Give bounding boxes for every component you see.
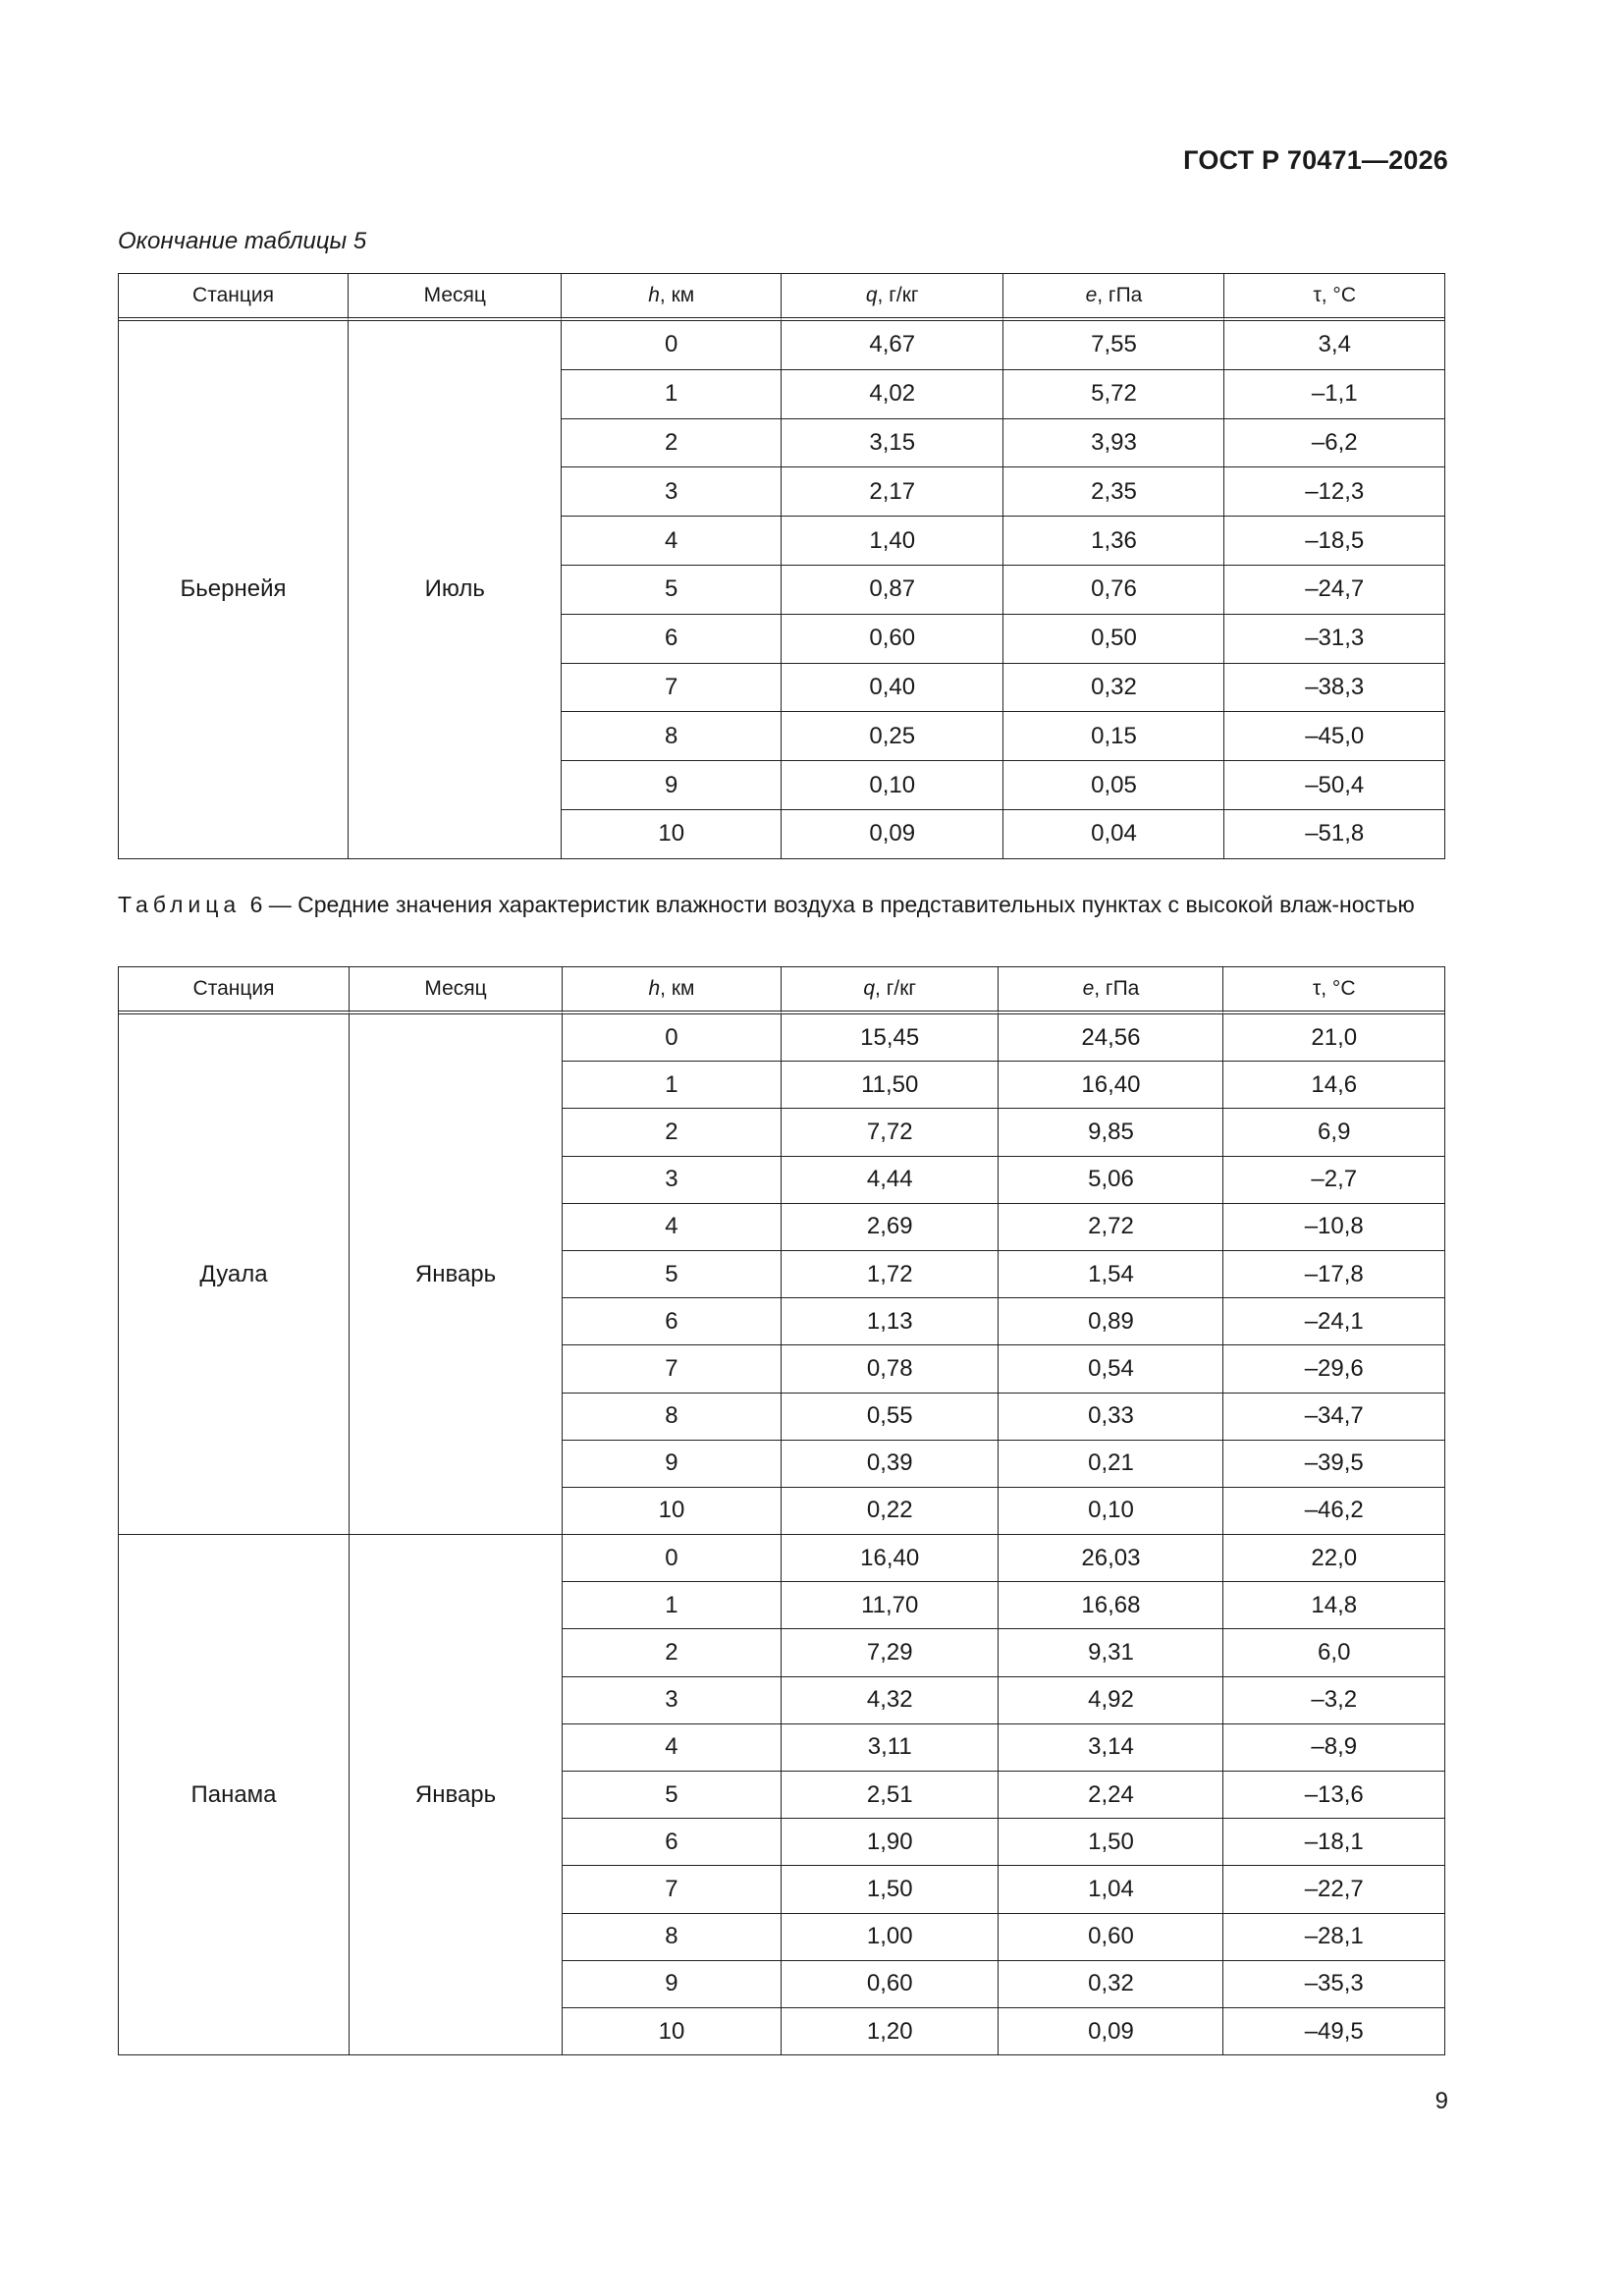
- vapor-pressure-cell: 0,09: [999, 2008, 1223, 2054]
- altitude-cell: 7: [562, 664, 781, 713]
- table-header-row: [119, 274, 1444, 321]
- altitude-cell: 6: [562, 615, 781, 664]
- vapor-pressure-cell: 9,31: [999, 1629, 1223, 1676]
- specific-humidity-cell: 4,02: [782, 370, 1004, 419]
- station-cell: Панама: [119, 1535, 350, 2054]
- specific-humidity-cell: 0,60: [782, 615, 1004, 664]
- vapor-pressure-cell: 0,15: [1003, 712, 1224, 761]
- altitude-cell: 7: [563, 1345, 782, 1393]
- altitude-cell: 8: [563, 1914, 782, 1961]
- column-header: [119, 274, 349, 321]
- table6-caption-label: Таблица: [118, 892, 242, 917]
- vapor-pressure-cell: 0,04: [1003, 810, 1224, 858]
- dew-point-cell: –3,2: [1223, 1677, 1444, 1724]
- vapor-pressure-cell: 9,85: [999, 1109, 1223, 1156]
- altitude-cell: 4: [563, 1204, 782, 1251]
- column-label: τ, °C: [1313, 284, 1356, 306]
- specific-humidity-cell: 1,72: [782, 1251, 999, 1298]
- column-variable: q: [863, 977, 876, 1000]
- column-label: , г/кг: [875, 977, 917, 1000]
- dew-point-cell: –6,2: [1224, 419, 1444, 468]
- column-label: , гПа: [1094, 977, 1140, 1000]
- specific-humidity-cell: 11,50: [782, 1062, 999, 1109]
- specific-humidity-cell: 11,70: [782, 1582, 999, 1629]
- vapor-pressure-cell: 0,89: [999, 1298, 1223, 1345]
- vapor-pressure-cell: 2,35: [1003, 467, 1224, 517]
- specific-humidity-cell: 0,78: [782, 1345, 999, 1393]
- specific-humidity-cell: 1,90: [782, 1819, 999, 1866]
- column-variable: e: [1082, 977, 1095, 1000]
- vapor-pressure-cell: 0,32: [1003, 664, 1224, 713]
- column-header: [350, 967, 563, 1014]
- column-header: [119, 967, 350, 1014]
- vapor-pressure-cell: 3,93: [1003, 419, 1224, 468]
- specific-humidity-cell: 4,67: [782, 321, 1004, 370]
- dew-point-cell: –31,3: [1224, 615, 1444, 664]
- dew-point-cell: –10,8: [1223, 1204, 1444, 1251]
- vapor-pressure-cell: 0,76: [1003, 566, 1224, 615]
- specific-humidity-cell: 16,40: [782, 1535, 999, 1582]
- dew-point-cell: –29,6: [1223, 1345, 1444, 1393]
- vapor-pressure-cell: 3,14: [999, 1724, 1223, 1772]
- specific-humidity-cell: 4,44: [782, 1157, 999, 1204]
- dew-point-cell: –17,8: [1223, 1251, 1444, 1298]
- specific-humidity-cell: 1,20: [782, 2008, 999, 2054]
- specific-humidity-cell: 0,40: [782, 664, 1004, 713]
- dew-point-cell: –49,5: [1304, 2017, 1364, 2045]
- altitude-cell: 8: [562, 712, 781, 761]
- dew-point-cell: 6,0: [1223, 1629, 1444, 1676]
- dew-point-cell: 14,6: [1223, 1062, 1444, 1109]
- column-variable: q: [865, 284, 878, 306]
- table6-caption: [118, 891, 1445, 919]
- altitude-cell: 10: [563, 1488, 782, 1535]
- vapor-pressure-cell: 2,24: [999, 1772, 1223, 1819]
- dew-point-cell: 3,4: [1224, 321, 1444, 370]
- specific-humidity-cell: 1,50: [782, 1866, 999, 1913]
- altitude-cell: 10: [563, 2008, 782, 2054]
- specific-humidity-cell: 2,17: [782, 467, 1004, 517]
- dew-point-cell: –18,5: [1224, 517, 1444, 566]
- dew-point-cell: –51,8: [1305, 820, 1365, 847]
- column-header: [782, 274, 1004, 321]
- station-cell: Дуала: [119, 1014, 350, 1535]
- specific-humidity-cell: 0,87: [782, 566, 1004, 615]
- dew-point-cell: –28,1: [1223, 1914, 1444, 1961]
- dew-point-cell: 14,8: [1223, 1582, 1444, 1629]
- specific-humidity-cell: 7,72: [782, 1109, 999, 1156]
- column-label: τ, °C: [1312, 977, 1356, 1000]
- vapor-pressure-cell: 0,54: [999, 1345, 1223, 1393]
- column-label: , км: [659, 284, 695, 306]
- vapor-pressure-cell: 7,55: [1003, 321, 1224, 370]
- specific-humidity-cell: 4,32: [782, 1677, 999, 1724]
- altitude-cell: 5: [563, 1772, 782, 1819]
- altitude-cell: 2: [562, 419, 781, 468]
- altitude-cell: 1: [562, 370, 781, 419]
- column-header: [562, 274, 781, 321]
- vapor-pressure-cell: 0,10: [999, 1488, 1223, 1535]
- specific-humidity-cell: 1,40: [782, 517, 1004, 566]
- dew-point-cell: –34,7: [1223, 1394, 1444, 1441]
- vapor-pressure-cell: 0,33: [999, 1394, 1223, 1441]
- vapor-pressure-cell: 26,03: [999, 1535, 1223, 1582]
- column-label: Месяц: [424, 977, 487, 1000]
- vapor-pressure-cell: 5,72: [1003, 370, 1224, 419]
- dew-point-cell: –38,3: [1224, 664, 1444, 713]
- column-label: Станция: [192, 284, 274, 306]
- column-header: [782, 967, 999, 1014]
- altitude-cell: 9: [563, 1961, 782, 2008]
- column-label: , гПа: [1097, 284, 1143, 306]
- altitude-cell: 5: [562, 566, 781, 615]
- table6-caption-text: 6 — Средние значения характеристик влажности воздуха в представительных пунктах с высокой влаж-ностью: [249, 892, 1415, 917]
- specific-humidity-cell: 0,25: [782, 712, 1004, 761]
- specific-humidity-cell: 0,22: [782, 1488, 999, 1535]
- specific-humidity-cell: 0,55: [782, 1394, 999, 1441]
- vapor-pressure-cell: 24,56: [999, 1014, 1223, 1062]
- dew-point-cell: –1,1: [1224, 370, 1444, 419]
- column-header: [349, 274, 562, 321]
- column-variable: h: [648, 977, 661, 1000]
- altitude-cell: 3: [562, 467, 781, 517]
- column-header: [999, 967, 1223, 1014]
- altitude-cell: 4: [562, 517, 781, 566]
- column-variable: e: [1085, 284, 1098, 306]
- altitude-cell: 0: [563, 1014, 782, 1062]
- altitude-cell: 2: [563, 1629, 782, 1676]
- specific-humidity-cell: 0,09: [782, 810, 1004, 858]
- table-row: [119, 1014, 1444, 1062]
- specific-humidity-cell: 3,11: [782, 1724, 999, 1772]
- vapor-pressure-cell: 1,54: [999, 1251, 1223, 1298]
- dew-point-cell: –22,7: [1223, 1866, 1444, 1913]
- specific-humidity-cell: 15,45: [782, 1014, 999, 1062]
- altitude-cell: 0: [562, 321, 781, 370]
- altitude-cell: 7: [563, 1866, 782, 1913]
- dew-point-cell: 22,0: [1223, 1535, 1444, 1582]
- vapor-pressure-cell: 0,60: [999, 1914, 1223, 1961]
- column-label: , км: [660, 977, 695, 1000]
- dew-point-cell: –13,6: [1223, 1772, 1444, 1819]
- altitude-cell: 8: [563, 1394, 782, 1441]
- vapor-pressure-cell: 0,32: [999, 1961, 1223, 2008]
- altitude-cell: 9: [562, 761, 781, 810]
- specific-humidity-cell: 0,39: [782, 1441, 999, 1488]
- column-variable: h: [648, 284, 660, 306]
- altitude-cell: 6: [563, 1819, 782, 1866]
- altitude-cell: 3: [563, 1677, 782, 1724]
- specific-humidity-cell: 7,29: [782, 1629, 999, 1676]
- altitude-cell: 2: [563, 1109, 782, 1156]
- column-label: Месяц: [423, 284, 486, 306]
- dew-point-cell: –50,4: [1224, 761, 1444, 810]
- page-number: 9: [1434, 2088, 1448, 2114]
- specific-humidity-cell: 1,00: [782, 1914, 999, 1961]
- month-cell: Январь: [350, 1535, 563, 2054]
- dew-point-cell: –18,1: [1223, 1819, 1444, 1866]
- vapor-pressure-cell: 1,36: [1003, 517, 1224, 566]
- table-row: [119, 1535, 1444, 1582]
- dew-point-cell: –39,5: [1223, 1441, 1444, 1488]
- vapor-pressure-cell: 4,92: [999, 1677, 1223, 1724]
- altitude-cell: 5: [563, 1251, 782, 1298]
- month-cell: Июль: [349, 321, 562, 858]
- dew-point-cell: –46,2: [1223, 1488, 1444, 1535]
- altitude-cell: 3: [563, 1157, 782, 1204]
- specific-humidity-cell: 2,51: [782, 1772, 999, 1819]
- altitude-cell: 10: [562, 810, 781, 858]
- dew-point-cell: –24,1: [1223, 1298, 1444, 1345]
- vapor-pressure-cell: 0,50: [1003, 615, 1224, 664]
- column-label: , г/кг: [877, 284, 919, 306]
- vapor-pressure-cell: 5,06: [999, 1157, 1223, 1204]
- specific-humidity-cell: 1,13: [782, 1298, 999, 1345]
- column-label: Станция: [192, 977, 275, 1000]
- dew-point-cell: –35,3: [1223, 1961, 1444, 2008]
- specific-humidity-cell: 2,69: [782, 1204, 999, 1251]
- table5-continuation-title: Окончание таблицы 5: [118, 228, 367, 254]
- altitude-cell: 6: [563, 1298, 782, 1345]
- vapor-pressure-cell: 2,72: [999, 1204, 1223, 1251]
- month-cell: Январь: [350, 1014, 563, 1535]
- altitude-cell: 1: [563, 1062, 782, 1109]
- vapor-pressure-cell: 0,05: [1003, 761, 1224, 810]
- dew-point-cell: –12,3: [1224, 467, 1444, 517]
- column-header: [563, 967, 782, 1014]
- vapor-pressure-cell: 16,40: [999, 1062, 1223, 1109]
- table-header-row: [119, 967, 1444, 1014]
- station-cell: Бьернейя: [119, 321, 349, 858]
- dew-point-cell: –2,7: [1223, 1157, 1444, 1204]
- column-header: [1003, 274, 1224, 321]
- altitude-cell: 4: [563, 1724, 782, 1772]
- dew-point-cell: 6,9: [1223, 1109, 1444, 1156]
- specific-humidity-cell: 0,10: [782, 761, 1004, 810]
- vapor-pressure-cell: 16,68: [999, 1582, 1223, 1629]
- table6: [118, 966, 1445, 2055]
- column-header: [1223, 967, 1444, 1014]
- dew-point-cell: 21,0: [1223, 1014, 1444, 1062]
- vapor-pressure-cell: 1,04: [999, 1866, 1223, 1913]
- dew-point-cell: –8,9: [1223, 1724, 1444, 1772]
- altitude-cell: 0: [563, 1535, 782, 1582]
- altitude-cell: 1: [563, 1582, 782, 1629]
- specific-humidity-cell: 3,15: [782, 419, 1004, 468]
- table5: [118, 273, 1445, 859]
- dew-point-cell: –24,7: [1224, 566, 1444, 615]
- column-header: [1224, 274, 1444, 321]
- altitude-cell: 9: [563, 1441, 782, 1488]
- vapor-pressure-cell: 0,21: [999, 1441, 1223, 1488]
- table-row: [119, 321, 1444, 370]
- specific-humidity-cell: 0,60: [782, 1961, 999, 2008]
- vapor-pressure-cell: 1,50: [999, 1819, 1223, 1866]
- standard-designation: ГОСТ Р 70471—2026: [1183, 145, 1448, 175]
- dew-point-cell: –45,0: [1224, 712, 1444, 761]
